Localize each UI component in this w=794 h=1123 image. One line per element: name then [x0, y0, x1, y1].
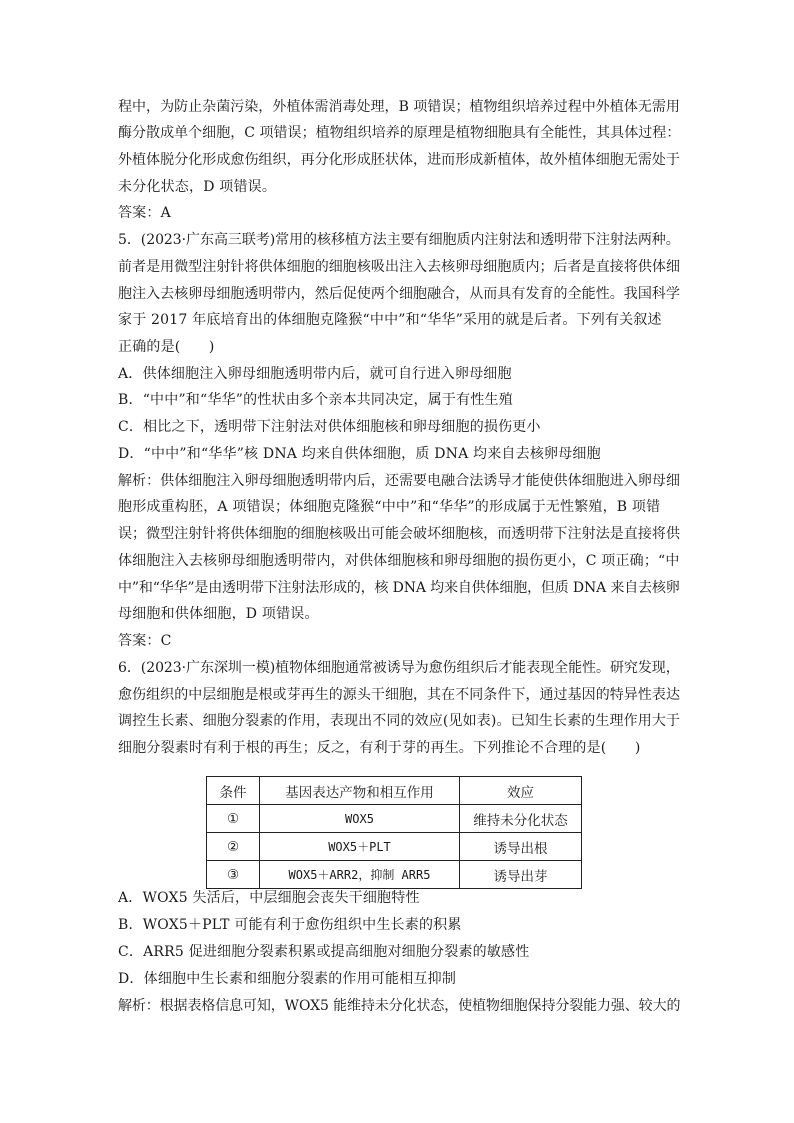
answer-line: 答案：A: [118, 205, 171, 221]
text-line: 体细胞注入去核卵母细胞透明带内，对供体细胞核和卵母细胞的损伤更小，C 项正确；“中: [118, 553, 680, 569]
analysis-line: 解析：根据表格信息可知，WOX5 能维持未分化状态，使植物细胞保持分裂能力强、较大的: [118, 998, 681, 1014]
text-line: 愈伤组织的中层细胞是根或芽再生的源头干细胞，其在不同条件下，通过基因的特异性表达: [118, 687, 680, 703]
question-5-stem: 5．(2023·广东高三联考)常用的核移植方法主要有细胞质内注射法和透明带下注射法两种。: [118, 232, 680, 248]
text-line: 家于 2017 年底培育出的体细胞克隆猴“中中”和“华华”采用的就是后者。下列有关叙述: [118, 312, 662, 328]
text-line: 胞注入去核卵母细胞透明带内，然后促使两个细胞融合，从而具有发育的全能性。我国科学: [118, 286, 680, 302]
option-a: A．供体细胞注入卵母细胞透明带内后，就可自行进入卵母细胞: [118, 366, 512, 382]
option-c: C．相比之下，透明带下注射法对供体细胞核和卵母细胞的损伤更小: [118, 419, 541, 435]
question-6-stem: 6．(2023·广东深圳一模)植物体细胞通常被诱导为愈伤组织后才能表现全能性。研究发现，: [118, 660, 680, 676]
table-header-row: [207, 777, 582, 805]
text-line: 程中，为防止杂菌污染，外植体需消毒处理，B 项错误；植物组织培养过程中外植体无需用: [118, 99, 680, 115]
text-line: 酶分散成单个细胞，C 项错误；植物组织培养的原理是植物细胞具有全能性，其具体过程：: [118, 125, 681, 141]
table-row: [207, 861, 582, 889]
table-header-cell: 基因表达产物和相互作用: [260, 777, 460, 805]
conditions-table: [206, 776, 582, 889]
analysis-line: 解析：供体细胞注入卵母细胞透明带内后，还需要电融合法诱导才能使供体细胞进入卵母细: [118, 473, 680, 489]
text-line: 未分化状态，D 项错误。: [118, 179, 277, 195]
table-cell: ①: [207, 805, 260, 833]
answer-line: 答案：C: [118, 633, 172, 649]
text-line: 胞形成重构胚，A 项错误；体细胞克隆猴“中中”和“华华”的形成属于无性繁殖，B 项错: [118, 499, 661, 515]
table-cell: 诱导出芽: [460, 861, 582, 889]
table-cell: ②: [207, 833, 260, 861]
text-line: 中”和“华华”是由透明带下注射法形成的，核 DNA 均来自供体细胞，但质 DNA 来自去核卵: [118, 580, 680, 596]
text-line: 调控生长素、细胞分裂素的作用，表现出不同的效应(见如表)。已知生长素的生理作用大于: [118, 713, 681, 729]
text-line: 外植体脱分化形成愈伤组织，再分化形成胚状体，进而形成新植体，故外植体细胞无需处于: [118, 152, 680, 168]
table-cell: ③: [207, 861, 260, 889]
text-line: 细胞分裂素时有利于根的再生；反之，有利于芽的再生。下列推论不合理的是( ): [118, 740, 641, 756]
text-line: 误；微型注射针将供体细胞的细胞核吸出可能会破坏细胞核，而透明带下注射法是直接将供: [118, 526, 680, 542]
table-cell: WOX5＋ARR2，抑制 ARR5: [260, 861, 460, 889]
option-b: B．“中中”和“华华”的性状由多个亲本共同决定，属于有性生殖: [118, 392, 513, 408]
text-line: 母细胞和供体细胞，D 项错误。: [118, 606, 319, 622]
option-d: D．“中中”和“华华”核 DNA 均来自供体细胞，质 DNA 均来自去核卵母细胞: [118, 446, 601, 462]
table-header-cell: 效应: [460, 777, 582, 805]
text-line: 正确的是( ): [118, 339, 215, 355]
table-cell: 维持未分化状态: [460, 805, 582, 833]
table-cell: WOX5: [260, 805, 460, 833]
text-line: 前者是用微型注射针将供体细胞的细胞核吸出注入去核卵母细胞质内；后者是直接将供体细: [118, 259, 680, 275]
table-header-cell: 条件: [207, 777, 260, 805]
option-b: B．WOX5＋PLT 可能有利于愈伤组织中生长素的积累: [118, 917, 462, 933]
option-a: A．WOX5 失活后，中层细胞会丧失干细胞特性: [118, 890, 420, 906]
table-cell: WOX5＋PLT: [260, 833, 460, 861]
table-row: [207, 833, 582, 861]
option-d: D．体细胞中生长素和细胞分裂素的作用可能相互抑制: [118, 971, 457, 987]
table-row: [207, 805, 582, 833]
option-c: C．ARR5 促进细胞分裂素积累或提高细胞对细胞分裂素的敏感性: [118, 944, 530, 960]
table-cell: 诱导出根: [460, 833, 582, 861]
